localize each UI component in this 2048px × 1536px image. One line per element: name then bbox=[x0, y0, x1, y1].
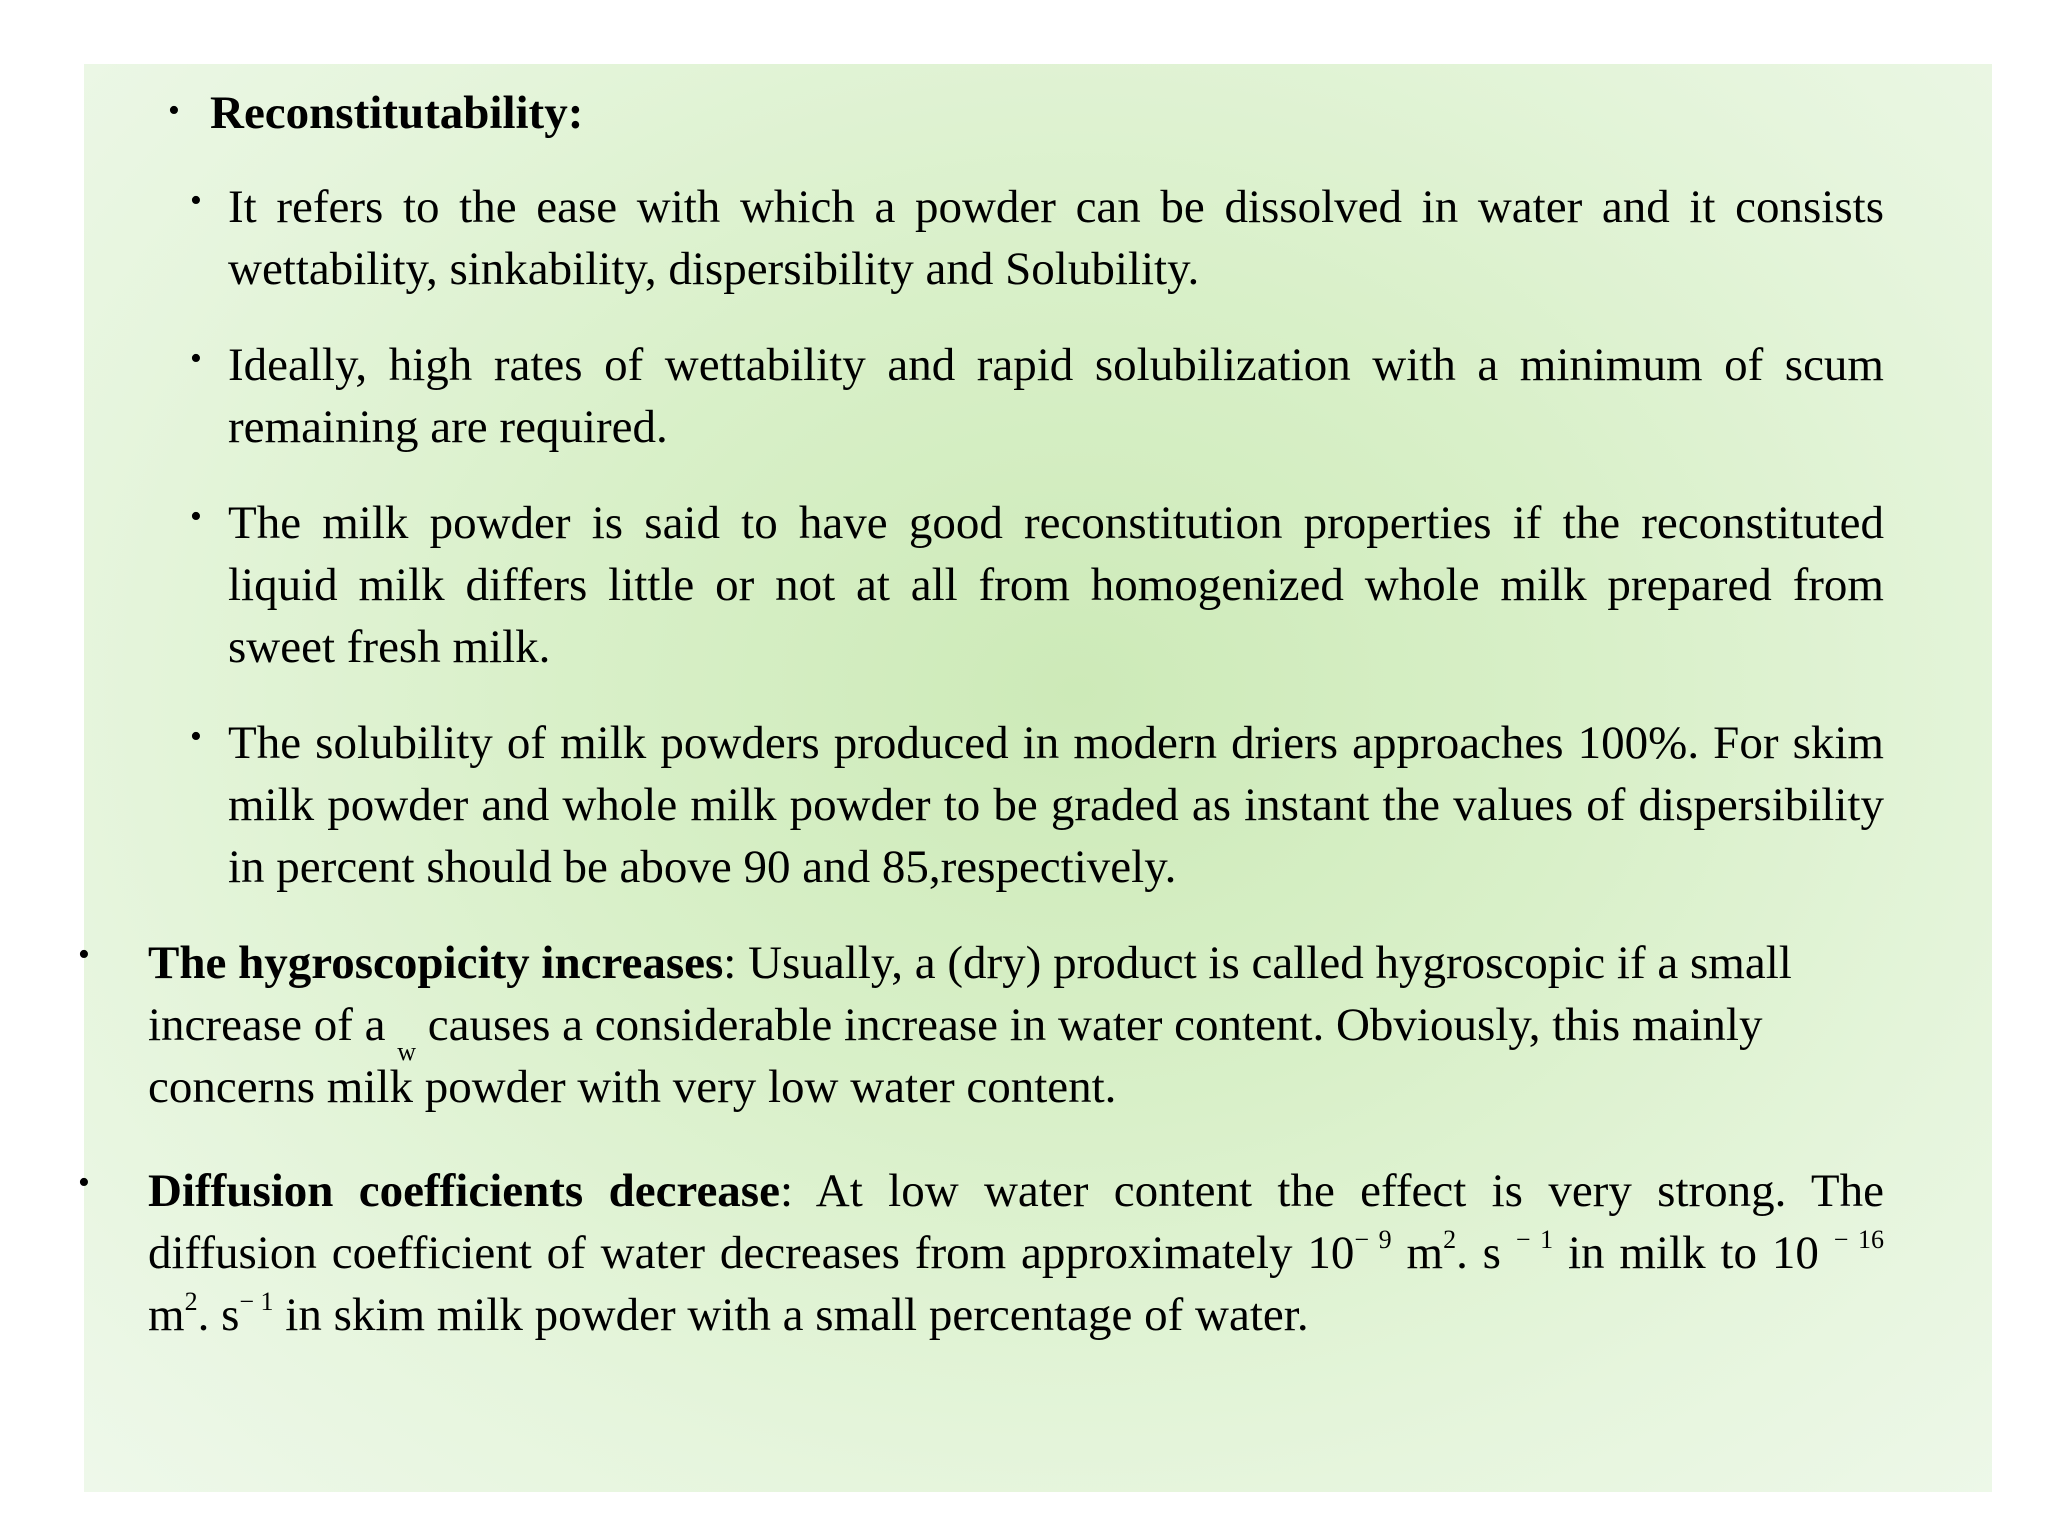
exponent: − 9 bbox=[1354, 1225, 1392, 1254]
exponent: − 1 bbox=[239, 1287, 274, 1316]
sub-point-1 bbox=[190, 176, 1884, 300]
diffusion-text-f: . s bbox=[197, 1289, 240, 1341]
bullet-icon: • bbox=[168, 92, 180, 129]
bullet-icon: • bbox=[190, 718, 202, 755]
exponent: − 1 bbox=[1515, 1225, 1554, 1254]
sub-point-4 bbox=[190, 712, 1884, 898]
separator: : bbox=[723, 937, 737, 989]
separator: : bbox=[779, 1165, 794, 1217]
bullet-icon: • bbox=[190, 340, 202, 377]
hygroscopicity-term: The hygroscopicity increases bbox=[148, 937, 724, 989]
hygroscopicity-point bbox=[78, 932, 1884, 1118]
diffusion-text-d: in milk to 10 bbox=[1553, 1227, 1834, 1279]
diffusion-text-a: At low water content the effect is very strong. The diffusion coefficient of water decreases from approximately 10 bbox=[148, 1165, 1884, 1279]
sub-point-text: The solubility of milk powders produced in modern driers approaches 100%. For skim milk powder and whole milk powder to be graded as instant the values of dispersibility in percent should be above 90 and 85,respectively. bbox=[228, 717, 1884, 893]
bullet-icon: • bbox=[78, 936, 90, 973]
bullet-icon: • bbox=[190, 498, 202, 535]
hygroscopicity-text-a: Usually, a (dry) product is called hygroscopic if a small increase of a bbox=[148, 937, 1792, 1051]
hygroscopicity-text-b: causes a considerable increase in water content. Obviously, this mainly concerns milk powder with very low water content. bbox=[148, 999, 1763, 1113]
sub-point-text: The milk powder is said to have good reconstitution properties if the reconstituted liquid milk differs little or not at all from homogenized whole milk prepared from sweet fresh milk. bbox=[228, 497, 1884, 673]
sub-point-text: Ideally, high rates of wettability and rapid solubilization with a minimum of scum remaining are required. bbox=[228, 339, 1884, 453]
exponent: 2 bbox=[184, 1287, 198, 1316]
sub-point-text: It refers to the ease with which a powder can be dissolved in water and it consists wettability, sinkability, dispersibility and Solubility. bbox=[228, 181, 1884, 295]
diffusion-text-e: m bbox=[148, 1289, 185, 1341]
diffusion-point bbox=[78, 1160, 1884, 1346]
reconstitutability-heading: Reconstitutability: bbox=[210, 87, 584, 139]
exponent: 2 bbox=[1443, 1225, 1457, 1254]
diffusion-term: Diffusion coefficients decrease bbox=[148, 1165, 780, 1217]
diffusion-text-b: m bbox=[1391, 1227, 1444, 1279]
diffusion-text-g: in skim milk powder with a small percentage of water. bbox=[273, 1289, 1309, 1341]
sub-point-3 bbox=[190, 492, 1884, 678]
diffusion-text-c: . s bbox=[1456, 1227, 1516, 1279]
bullet-icon: • bbox=[78, 1164, 90, 1201]
sub-point-2 bbox=[190, 334, 1884, 458]
water-activity-subscript: w bbox=[397, 1037, 416, 1066]
bullet-icon: • bbox=[190, 182, 202, 219]
exponent: − 16 bbox=[1833, 1225, 1884, 1254]
